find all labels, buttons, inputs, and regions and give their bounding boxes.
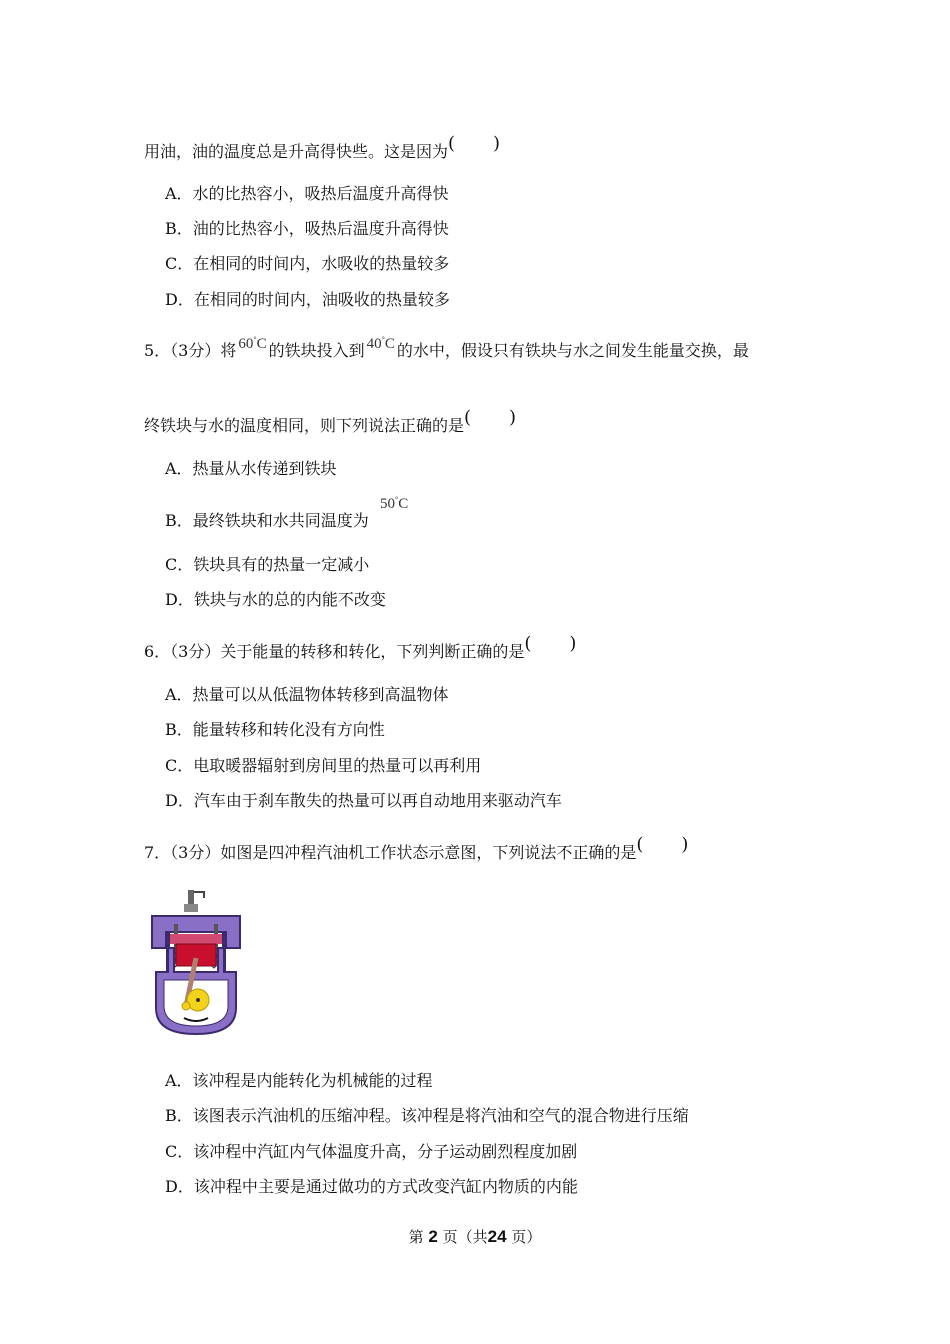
- temp-60: 60°C: [238, 335, 267, 352]
- q7-option-a: A．该冲程是内能转化为机械能的过程: [165, 1071, 433, 1090]
- q4-option-b: B．油的比热容小，吸热后温度升高得快: [165, 219, 449, 238]
- q4-option-a: A．水的比热容小，吸热后温度升高得快: [165, 184, 449, 203]
- compressed-mixture: [170, 934, 222, 944]
- q6-option-c: C．电取暖器辐射到房间里的热量可以再利用: [165, 756, 482, 775]
- engine-diagram: [146, 888, 246, 1038]
- answer-paren-open: (: [524, 633, 532, 654]
- page-number: 2: [428, 1227, 438, 1246]
- q7-option-b: B．该图表示汽油机的压缩冲程。该冲程是将汽油和空气的混合物进行压缩: [165, 1106, 689, 1125]
- page-footer: 第 2 页（共24 页）: [408, 1227, 542, 1246]
- q7-option-c: C．该冲程中汽缸内气体温度升高，分子运动剧烈程度加剧: [165, 1142, 578, 1161]
- page-total: 24: [487, 1227, 507, 1246]
- q5-stem: 5．（3分）将 60°C 的铁块投入到 40°C 的水中，假设只有铁块与水之间发生能量交换，最: [144, 335, 749, 360]
- q7-option-d: D．该冲程中主要是通过做功的方式改变汽缸内物质的内能: [165, 1177, 578, 1196]
- q5-option-a: A．热量从水传递到铁块: [165, 459, 337, 478]
- q6-stem: 6．（3分）关于能量的转移和转化，下列判断正确的是( ): [144, 633, 577, 661]
- temp-50: 50°C: [380, 495, 409, 512]
- answer-paren-open: (: [448, 133, 456, 154]
- q4-stem: 用油，油的温度总是升高得快些。这是因为( ): [144, 133, 501, 161]
- temp-40: 40°C: [366, 335, 395, 352]
- spark-plug-wire: [194, 892, 204, 898]
- spark-plug: [188, 890, 194, 906]
- q5-option-c: C．铁块具有的热量一定减小: [165, 555, 370, 574]
- q5-option-b: B．最终铁块和水共同温度为: [165, 511, 369, 530]
- answer-paren-open: (: [636, 834, 644, 855]
- answer-paren-open: (: [464, 407, 472, 428]
- q5-option-d: D．铁块与水的总的内能不改变: [165, 590, 386, 609]
- answer-paren-close: ): [493, 133, 501, 154]
- answer-paren-close: ): [681, 834, 689, 855]
- q5-stem-line2: 终铁块与水的温度相同，则下列说法正确的是( ): [144, 407, 517, 435]
- q4-option-c: C．在相同的时间内，水吸收的热量较多: [165, 254, 450, 273]
- q7-stem: 7．（3分）如图是四冲程汽油机工作状态示意图，下列说法不正确的是( ): [144, 834, 689, 862]
- answer-paren-close: ): [509, 407, 517, 428]
- q4-option-d: D．在相同的时间内，油吸收的热量较多: [165, 290, 450, 309]
- q6-option-a: A．热量可以从低温物体转移到高温物体: [165, 685, 449, 704]
- q6-option-b: B．能量转移和转化没有方向性: [165, 720, 385, 739]
- q6-option-d: D．汽车由于刹车散失的热量可以再自动地用来驱动汽车: [165, 791, 562, 810]
- answer-paren-close: ): [569, 633, 577, 654]
